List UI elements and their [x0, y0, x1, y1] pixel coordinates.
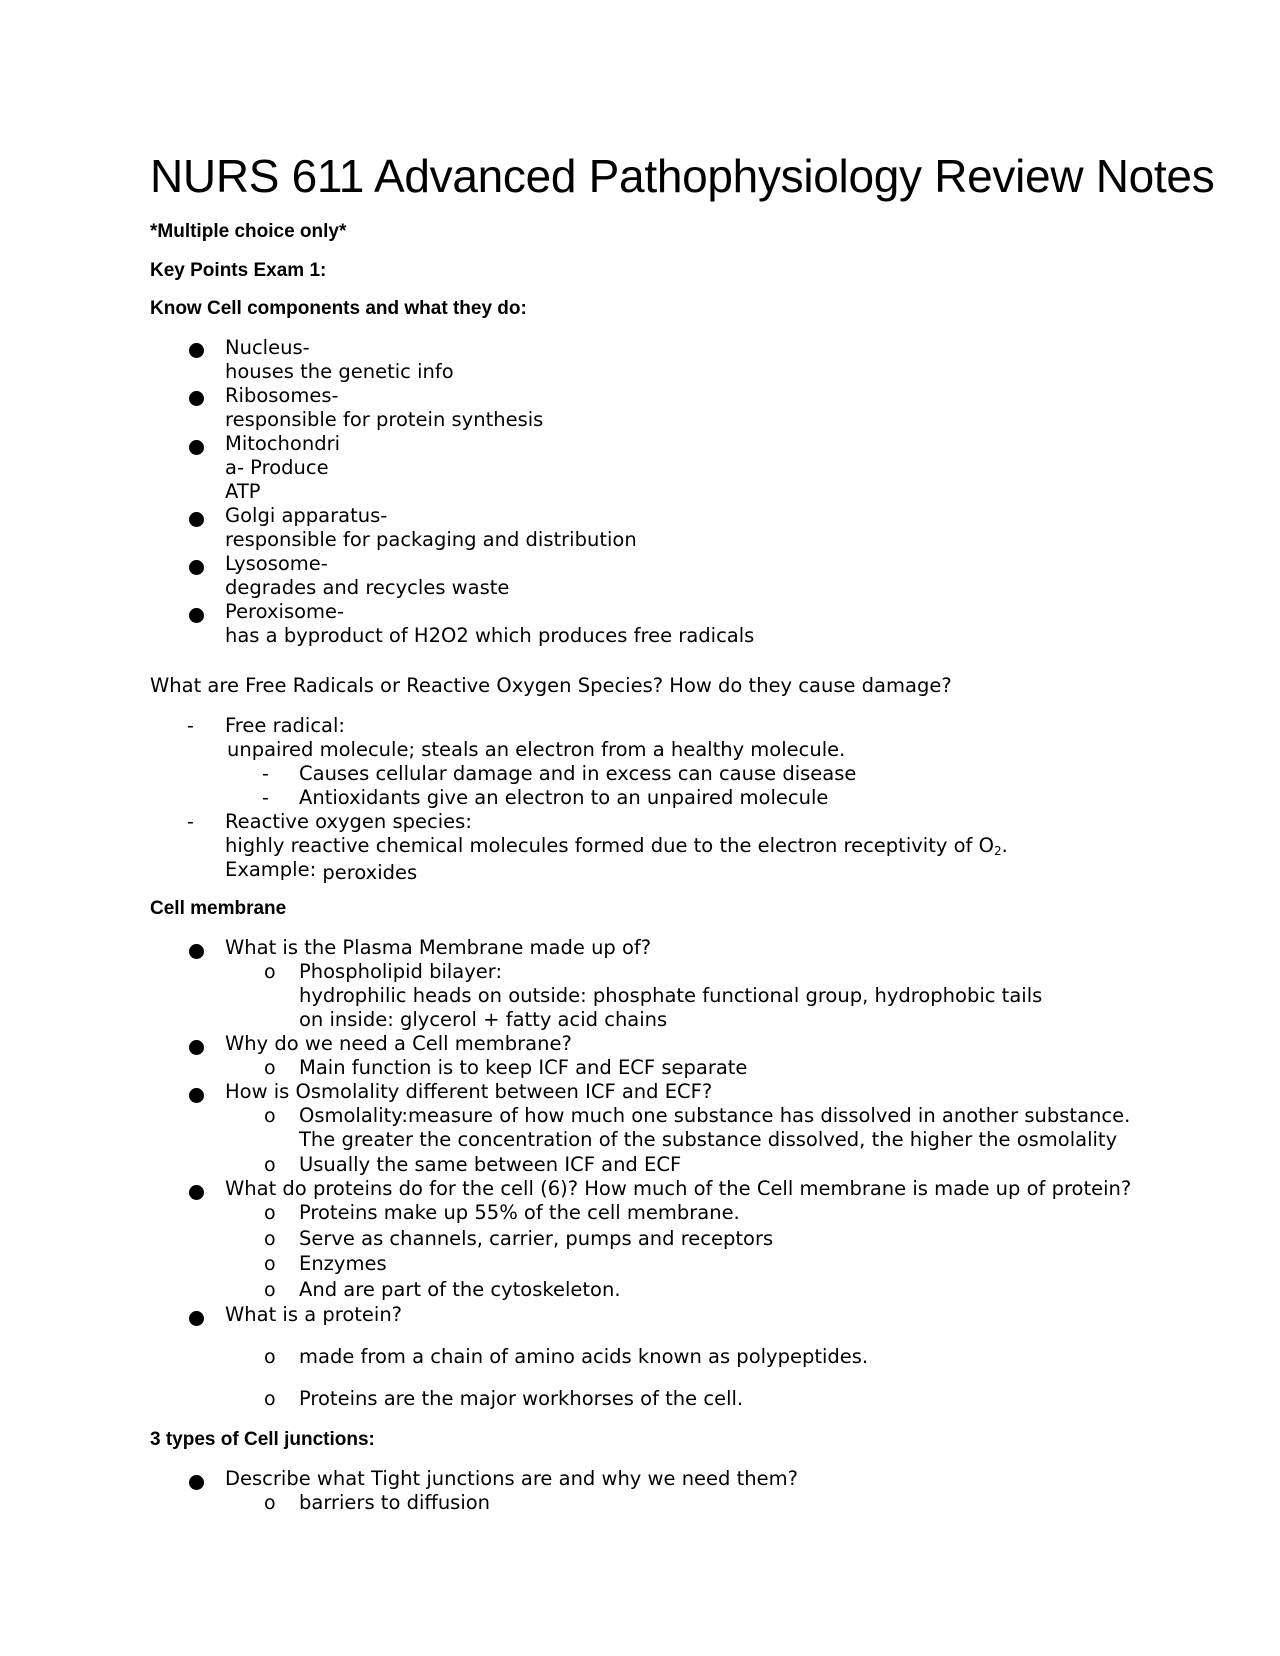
- list-item-detail: responsible for packaging and distribution: [225, 528, 637, 551]
- sub-item: Proteins are the major workhorses of the cell.: [299, 1387, 744, 1410]
- list-item-detail: a- Produce: [225, 456, 329, 479]
- sub-item: Main function is to keep ICF and ECF separate: [299, 1056, 748, 1079]
- circle-marker: o: [264, 961, 276, 983]
- bullet-icon: [189, 512, 204, 527]
- sub-item-detail: hydrophilic heads on outside: phosphate functional group, hydrophobic tails: [299, 984, 1043, 1007]
- circle-marker: o: [264, 1279, 276, 1301]
- list-item: Describe what Tight junctions are and why we need them?: [225, 1467, 798, 1490]
- cell-components-heading: Know Cell components and what they do:: [150, 298, 527, 319]
- dash-marker: -: [262, 787, 269, 809]
- free-radical-definition: unpaired molecule; steals an electron from a healthy molecule.: [227, 738, 846, 761]
- circle-marker: o: [264, 1388, 276, 1410]
- page-title: NURS 611 Advanced Pathophysiology Review Notes: [150, 150, 1215, 202]
- list-item: Peroxisome-: [225, 600, 345, 623]
- note-multiple-choice: *Multiple choice only*: [150, 221, 347, 242]
- circle-marker: o: [264, 1228, 276, 1250]
- list-item-detail: responsible for protein synthesis: [225, 408, 544, 431]
- bullet-icon: [189, 1185, 204, 1200]
- sub-item-detail: on inside: glycerol + fatty acid chains: [299, 1008, 668, 1031]
- bullet-icon: [189, 560, 204, 575]
- ros-example: Example: peroxides: [225, 858, 418, 884]
- list-item-detail: degrades and recycles waste: [225, 576, 510, 599]
- list-item: What do proteins do for the cell (6)? How much of the Cell membrane is made up of protein?: [225, 1177, 1132, 1200]
- circle-marker: o: [264, 1057, 276, 1079]
- ros-definition: highly reactive chemical molecules formed due to the electron receptivity of $O_2$.: [225, 834, 1008, 858]
- key-points-heading: Key Points Exam 1:: [150, 260, 327, 281]
- sub-item: Serve as channels, carrier, pumps and receptors: [299, 1227, 774, 1250]
- list-item: What is the Plasma Membrane made up of?: [225, 936, 652, 959]
- sub-item: Proteins make up 55% of the cell membrane.: [299, 1201, 740, 1224]
- list-item: Ribosomes-: [225, 384, 339, 407]
- sub-item: barriers to diffusion: [299, 1491, 491, 1514]
- list-item: Golgi apparatus-: [225, 504, 388, 527]
- free-radical-point: Causes cellular damage and in excess can cause disease: [299, 762, 857, 785]
- bullet-icon: [189, 944, 204, 959]
- sub-item: And are part of the cytoskeleton.: [299, 1278, 621, 1301]
- list-item: Mitochondri: [225, 432, 341, 455]
- circle-marker: o: [264, 1253, 276, 1275]
- cell-junctions-heading: 3 types of Cell junctions:: [150, 1429, 375, 1450]
- bullet-icon: [189, 1475, 204, 1490]
- sub-item: made from a chain of amino acids known as polypeptides.: [299, 1345, 869, 1368]
- sub-item-detail: The greater the concentration of the substance dissolved, the higher the osmolality: [299, 1128, 1118, 1151]
- free-radicals-question: What are Free Radicals or Reactive Oxygen Species? How do they cause damage?: [150, 674, 952, 697]
- ros-label: Reactive oxygen species:: [225, 810, 472, 833]
- list-item-detail: ATP: [225, 480, 261, 503]
- bullet-icon: [189, 608, 204, 623]
- dash-marker: -: [262, 763, 269, 785]
- bullet-icon: [189, 1311, 204, 1326]
- circle-marker: o: [264, 1154, 276, 1176]
- sub-item: Phospholipid bilayer:: [299, 960, 503, 983]
- bullet-icon: [189, 1040, 204, 1055]
- bullet-icon: [189, 391, 204, 406]
- sub-item: Enzymes: [299, 1252, 387, 1275]
- circle-marker: o: [264, 1492, 276, 1514]
- list-item: Why do we need a Cell membrane?: [225, 1032, 572, 1055]
- dash-marker: -: [187, 811, 194, 833]
- list-item: What is a protein?: [225, 1303, 403, 1326]
- list-item-detail: has a byproduct of H2O2 which produces free radicals: [225, 624, 755, 647]
- circle-marker: o: [264, 1105, 276, 1127]
- sub-item: Usually the same between ICF and ECF: [299, 1153, 682, 1176]
- dash-marker: -: [187, 715, 194, 737]
- list-item: Lysosome-: [225, 552, 328, 575]
- circle-marker: o: [264, 1202, 276, 1224]
- bullet-icon: [189, 343, 204, 358]
- bullet-icon: [189, 1088, 204, 1103]
- free-radical-point: Antioxidants give an electron to an unpaired molecule: [299, 786, 829, 809]
- bullet-icon: [189, 440, 204, 455]
- cell-membrane-heading: Cell membrane: [150, 898, 287, 919]
- free-radical-label: Free radical:: [225, 714, 345, 737]
- list-item: Nucleus-: [225, 336, 310, 359]
- list-item-detail: houses the genetic info: [225, 360, 454, 383]
- list-item: How is Osmolality different between ICF and ECF?: [225, 1080, 713, 1103]
- sub-item: Osmolality:measure of how much one substance has dissolved in another substance.: [299, 1104, 1131, 1127]
- circle-marker: o: [264, 1346, 276, 1368]
